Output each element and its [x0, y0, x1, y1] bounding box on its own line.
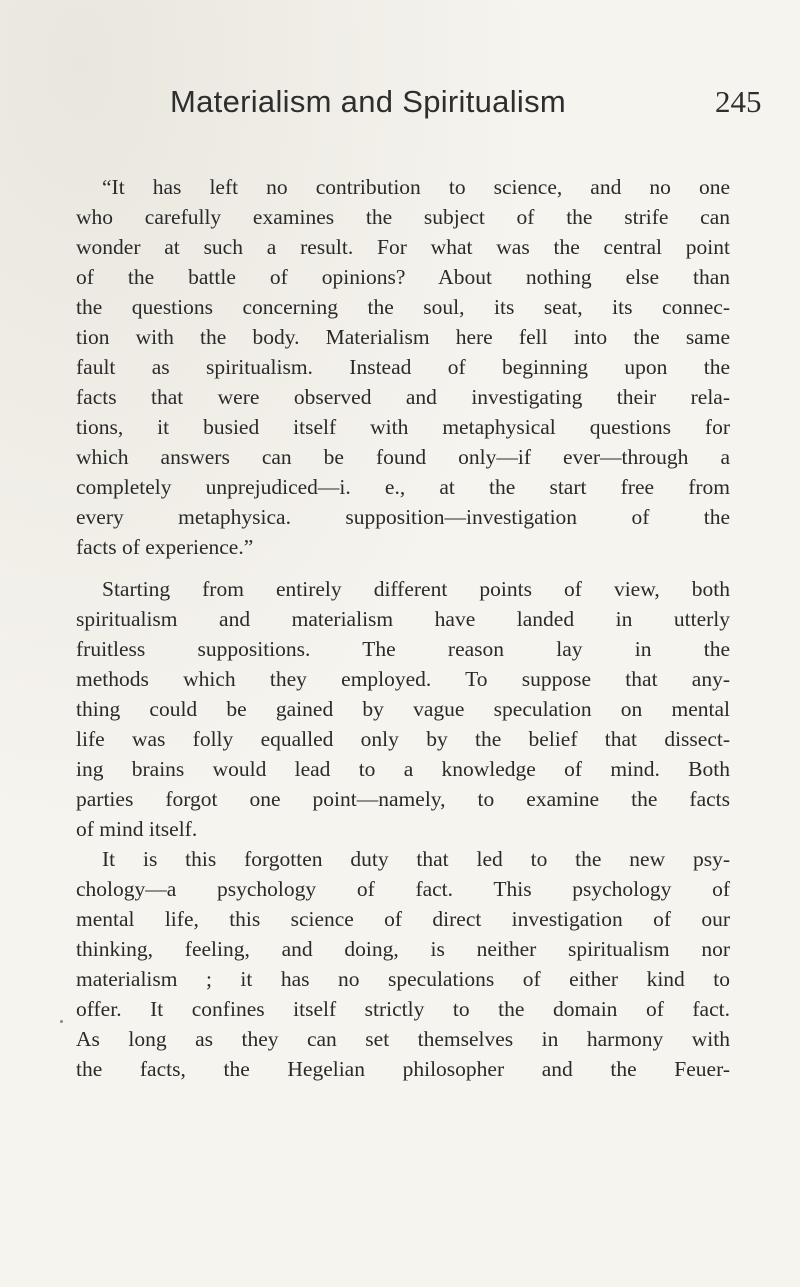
- text-line: life was folly equalled only by the belief that dissect-: [76, 727, 730, 751]
- text-line: fruitless suppositions. The reason lay in the: [76, 637, 730, 661]
- text-line: which answers can be found only—if ever—through a: [76, 445, 730, 469]
- text-line: ing brains would lead to a knowledge of mind. Both: [76, 757, 730, 781]
- text-line: wonder at such a result. For what was the central point: [76, 235, 730, 259]
- text-line: parties forgot one point—namely, to examine the facts: [76, 787, 730, 811]
- text-line: thing could be gained by vague speculation on mental: [76, 697, 730, 721]
- paragraph-starting: [76, 574, 730, 844]
- text-line: tions, it busied itself with metaphysical questions for: [76, 415, 730, 439]
- print-speck: [60, 1020, 63, 1023]
- text-line: thinking, feeling, and doing, is neither spiritualism nor: [76, 937, 730, 961]
- page-number: 245: [715, 84, 762, 119]
- paragraph-forgotten-duty: [76, 844, 730, 1084]
- running-head: Materialism and Spiritualism: [170, 84, 567, 119]
- text-line: tion with the body. Materialism here fell into the same: [76, 325, 730, 349]
- text-line: mental life, this science of direct investigation of our: [76, 907, 730, 931]
- text-line: It is this forgotten duty that led to the new psy-: [102, 847, 730, 871]
- page-header: [0, 84, 800, 134]
- text-line: spiritualism and materialism have landed in utterly: [76, 607, 730, 631]
- body-text: [76, 172, 730, 1084]
- text-line: offer. It confines itself strictly to the domain of fact.: [76, 997, 730, 1021]
- paragraph-spacer: [76, 562, 730, 574]
- text-line: the facts, the Hegelian philosopher and the Feuer-: [76, 1057, 730, 1081]
- text-line: facts that were observed and investigating their rela-: [76, 385, 730, 409]
- text-line: the questions concerning the soul, its seat, its connec-: [76, 295, 730, 319]
- text-line: chology—a psychology of fact. This psychology of: [76, 877, 730, 901]
- text-line: facts of experience.”: [76, 535, 254, 559]
- text-line: materialism ; it has no speculations of either kind to: [76, 967, 730, 991]
- text-line: fault as spiritualism. Instead of beginning upon the: [76, 355, 730, 379]
- text-line: completely unprejudiced—i. e., at the start free from: [76, 475, 730, 499]
- text-line: of the battle of opinions? About nothing else than: [76, 265, 730, 289]
- text-line: As long as they can set themselves in harmony with: [76, 1027, 730, 1051]
- text-line: “It has left no contribution to science, and no one: [102, 175, 730, 199]
- paragraph-quotation: [76, 172, 730, 562]
- text-line: Starting from entirely different points of view, both: [102, 577, 730, 601]
- text-line: every metaphysica. supposition—investigation of the: [76, 505, 730, 529]
- text-line: who carefully examines the subject of the strife can: [76, 205, 730, 229]
- text-line: of mind itself.: [76, 817, 198, 841]
- text-line: methods which they employed. To suppose that any-: [76, 667, 730, 691]
